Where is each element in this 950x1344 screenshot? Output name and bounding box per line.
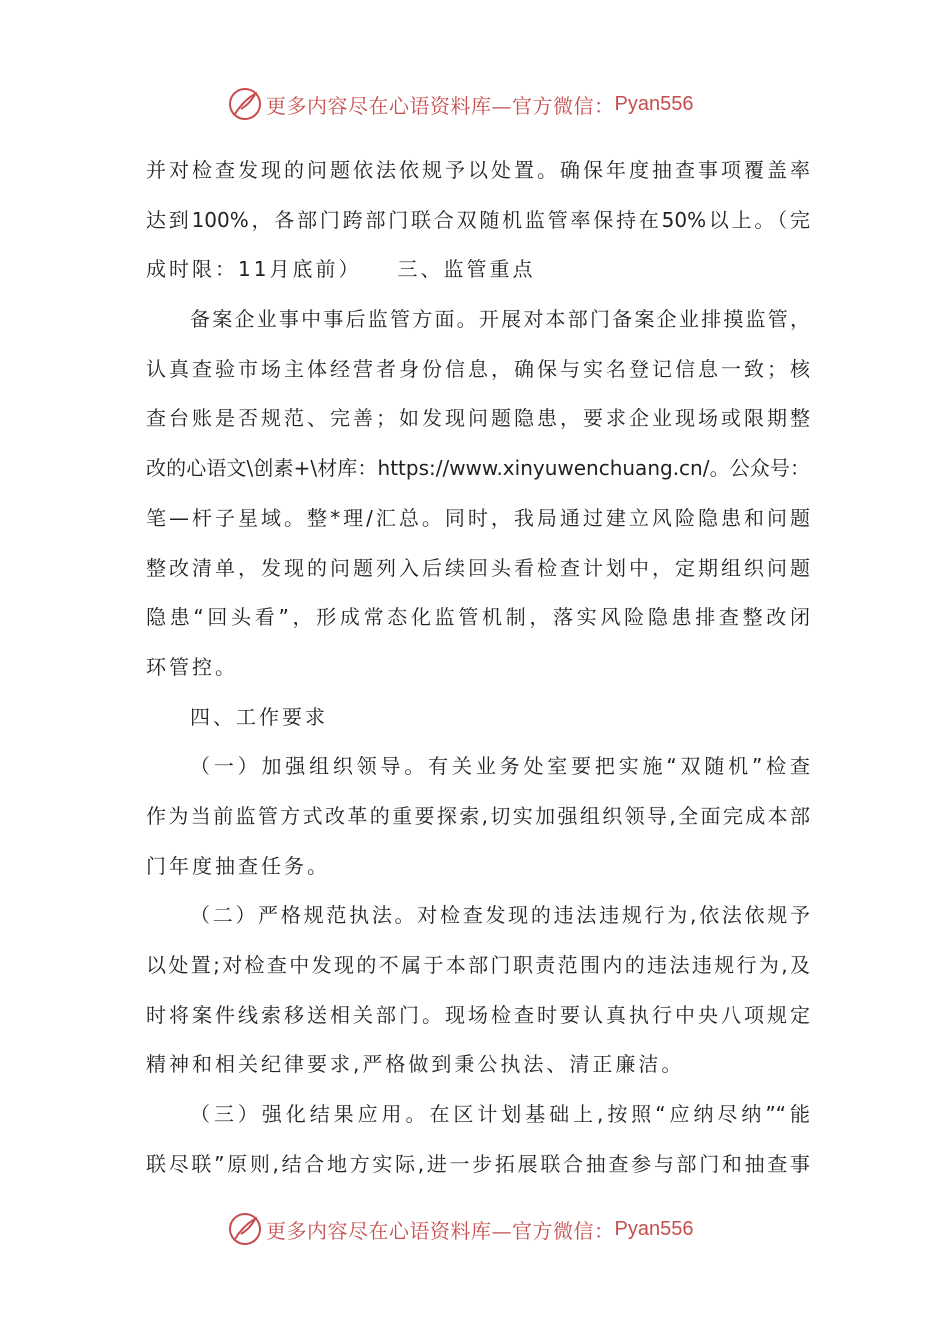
- text-line: 环管控。: [146, 654, 238, 679]
- banner-wechat-id: Pyan556: [614, 1217, 694, 1240]
- text-line: 查台账是否规范、完善；如发现问题隐患，要求企业现场或限期整: [146, 406, 810, 431]
- text-line: 笔—杆子星域。整*理/汇总。同时，我局通过建立风险隐患和问题: [146, 505, 810, 530]
- text-line: （二）严格规范执法。对检查发现的违法违规行为,依法依规予: [190, 903, 810, 928]
- text-line: 以处置;对检查中发现的不属于本部门职责范围内的违法违规行为,及: [146, 953, 810, 977]
- text-line: 门年度抽查任务。: [146, 853, 330, 878]
- banner-wechat-id: Pyan556: [614, 92, 694, 115]
- text-line: 隐患“回头看”，形成常态化监管机制，落实风险隐患排查整改闭: [146, 605, 810, 630]
- text-line: 改的心语文\创素+\材库：https://www.xinyuwenchuang.cn/。公众号：: [146, 456, 810, 481]
- text-line: 精神和相关纪律要求,严格做到秉公执法、清正廉洁。: [146, 1052, 685, 1077]
- text-line: 认真查验市场主体经营者身份信息，确保与实名登记信息一致；核: [146, 356, 810, 381]
- text-line: 并对检查发现的问题依法依规予以处置。确保年度抽查事项覆盖率: [146, 158, 810, 182]
- document-body: [146, 146, 810, 1189]
- banner-text: 更多内容尽在心语资料库—官方微信：: [266, 93, 615, 118]
- banner-text: 更多内容尽在心语资料库—官方微信：: [266, 1218, 615, 1243]
- text-line: 成时限：11月底前） 三、监管重点: [146, 257, 536, 282]
- header-banner: [228, 84, 693, 124]
- text-line: 联尽联”原则,结合地方实际,进一步拓展联合抽查参与部门和抽查事: [146, 1151, 810, 1176]
- text-line: （一）加强组织领导。有关业务处室要把实施“双随机”检查: [190, 754, 810, 779]
- section-heading: 四、工作要求: [190, 704, 328, 729]
- footer-banner: [228, 1209, 693, 1249]
- quill-logo-icon: [228, 87, 262, 121]
- text-line: 时将案件线索移送相关部门。现场检查时要认真执行中央八项规定: [146, 1002, 810, 1027]
- quill-logo-icon: [228, 1212, 262, 1246]
- text-line: （三）强化结果应用。在区计划基础上,按照“应纳尽纳”“能: [190, 1102, 810, 1127]
- text-line: 达到100%，各部门跨部门联合双随机监管率保持在50%以上。（完: [146, 207, 810, 232]
- text-line: 作为当前监管方式改革的重要探索,切实加强组织领导,全面完成本部: [146, 803, 810, 828]
- text-line: 整改清单，发现的问题列入后续回头看检查计划中，定期组织问题: [146, 555, 810, 580]
- text-line: 备案企业事中事后监管方面。开展对本部门备案企业排摸监管，: [190, 307, 810, 332]
